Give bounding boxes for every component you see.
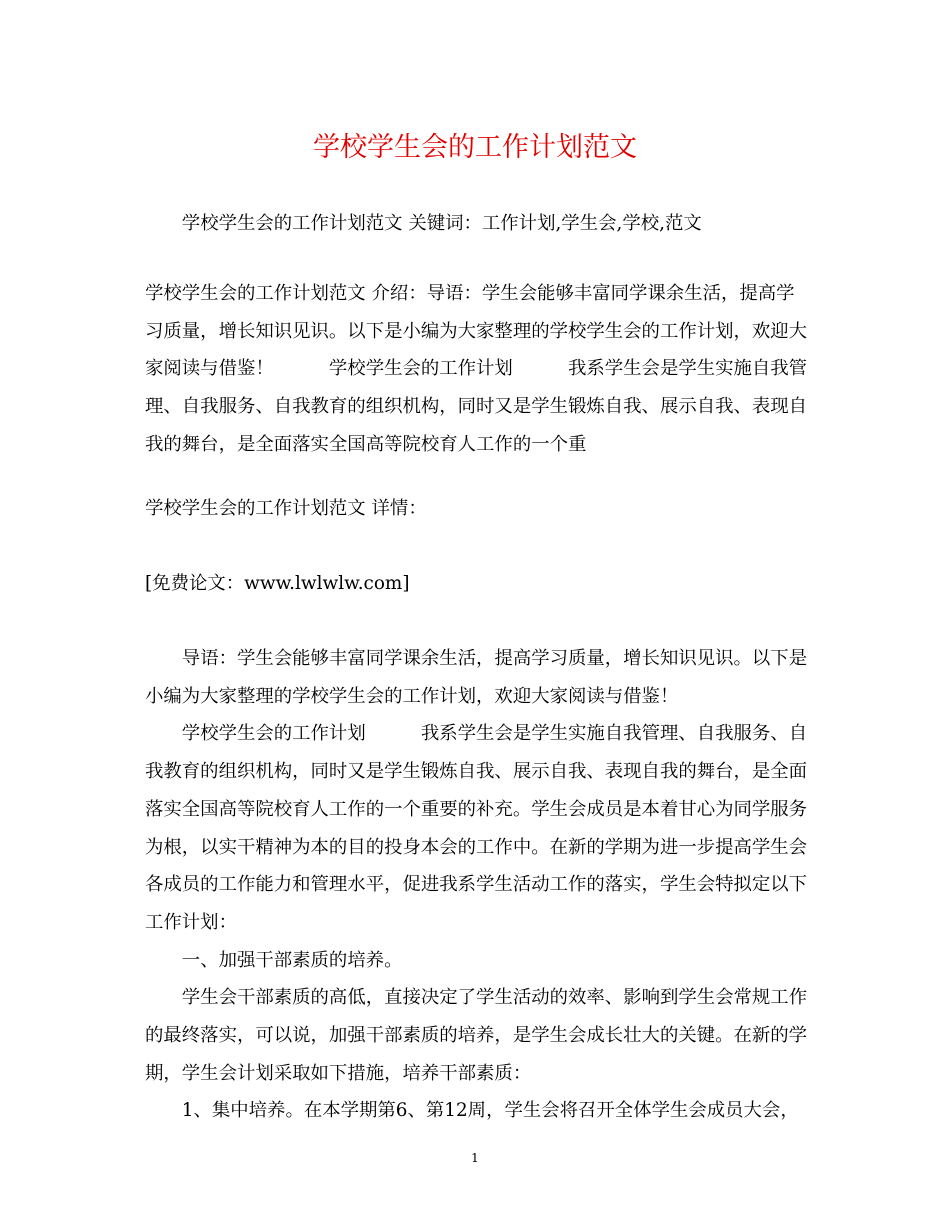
intro-paragraph: 学校学生会的工作计划范文 介绍：导语：学生会能够丰富同学课余生活，提高学习质量，增长知识见识。以下是小编为大家整理的学校学生会的工作计划，欢迎大家阅读与借鉴！ 学校学生会的工作计划 我系学生会是学生实施自我管理、自我服务、自我教育的组织机构，同时又是学生锻炼自我、展示自我、表现自我的舞台，是全面落实全国高等院校育人工作的一个重 <box>145 283 808 455</box>
page-number: 1 <box>471 1151 479 1165</box>
paragraph: 导语：学生会能够丰富同学课余生活，提高学习质量，增长知识见识。以下是小编为大家整理的学校学生会的工作计划，欢迎大家阅读与借鉴！ <box>145 648 808 707</box>
paragraph: 学校学生会的工作计划 我系学生会是学生实施自我管理、自我服务、自我教育的组织机构，同时又是学生锻炼自我、展示自我、表现自我的舞台，是全面落实全国高等院校育人工作的一个重要的补充。学生会成员是本着甘心为同学服务为根，以实干精神为本的目的投身本会的工作中。在新的学期为进一步提高学生会各成员的工作能力和管理水平，促进我系学生活动工作的落实，学生会特拟定以下工作计划： <box>145 723 808 933</box>
paragraph: 1、集中培养。在本学期第6、第12周，学生会将召开全体学生会成员大会， <box>181 1100 799 1122</box>
source-link: [免费论文：www.lwlwlw.com] <box>145 573 410 594</box>
keywords-line: 学校学生会的工作计划范文 关键词：工作计划,学生会,学校,范文 <box>181 213 702 234</box>
section-heading: 一、加强干部素质的培养。 <box>181 949 403 971</box>
details-label: 学校学生会的工作计划范文 详情： <box>145 498 427 519</box>
main-content <box>145 640 810 1130</box>
paragraph: 学生会干部素质的高低，直接决定了学生活动的效率、影响到学生会常规工作的最终落实，可以说，加强干部素质的培养，是学生会成长壮大的关键。在新的学期，学生会计划采取如下措施，培养干部素质： <box>145 987 808 1084</box>
document-title: 学校学生会的工作计划范文 <box>313 132 637 163</box>
